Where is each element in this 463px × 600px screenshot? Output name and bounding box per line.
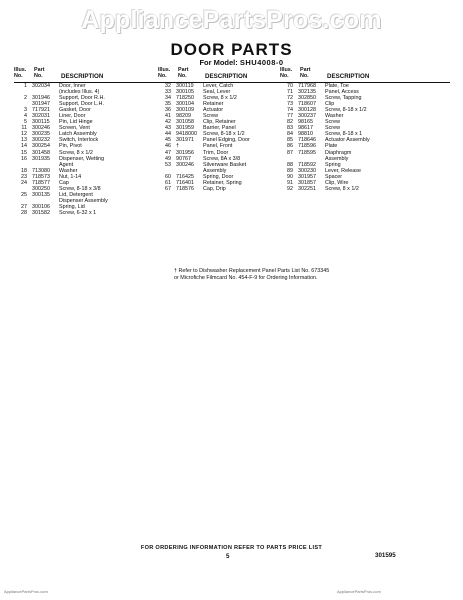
part-number: 300230 xyxy=(298,167,316,174)
illus-number: 67 xyxy=(165,185,171,192)
page-title: DOOR PARTS xyxy=(170,40,293,59)
part-description: Clip, Retainer xyxy=(203,119,236,126)
part-description: Spring, Lid xyxy=(59,203,85,210)
part-number: 300250 xyxy=(32,185,50,192)
part-description: Dispenser, Wetting xyxy=(59,155,105,162)
column-header xyxy=(158,66,283,83)
illus-number: 91 xyxy=(287,179,293,186)
part-description: Silverware Basket xyxy=(203,161,247,168)
header-illus: Illus. xyxy=(14,67,27,73)
illus-number: 53 xyxy=(165,161,171,168)
part-description: Retainer, Spring xyxy=(203,179,242,186)
header-part: Part xyxy=(34,67,45,73)
part-number: 718595 xyxy=(298,149,316,156)
illus-number: 84 xyxy=(287,131,293,138)
part-description: Screw, 8 x 1/2 xyxy=(59,149,93,156)
part-number: 302850 xyxy=(298,95,316,102)
part-number: 300106 xyxy=(32,203,50,210)
part-number: 300135 xyxy=(32,191,50,198)
illus-number: 72 xyxy=(287,95,293,102)
part-number: 718577 xyxy=(32,179,50,186)
illus-number: 3 xyxy=(24,107,27,114)
part-number: 718646 xyxy=(298,137,316,144)
part-number: 718250 xyxy=(176,95,194,102)
part-description: Actuator Assembly xyxy=(325,137,370,144)
illus-number: 15 xyxy=(21,149,27,156)
part-number: 718607 xyxy=(298,101,316,108)
header-description: DESCRIPTION xyxy=(327,73,370,80)
illus-number: 5 xyxy=(24,119,27,126)
part-description: Lever, Catch xyxy=(203,83,234,89)
part-number: 300235 xyxy=(32,131,50,138)
illus-number: 77 xyxy=(287,113,293,120)
part-number: 718592 xyxy=(298,161,316,168)
part-number: 300115 xyxy=(32,119,50,126)
parts-row xyxy=(158,186,283,192)
part-description: Pin, Pivot xyxy=(59,143,82,150)
part-description: Gasket, Door xyxy=(59,107,91,114)
bottom-right-watermark: AppliancePartsPros.com xyxy=(337,589,381,594)
part-description: Screw, 8-18 x 1 xyxy=(325,131,363,138)
part-number: 301458 xyxy=(32,149,50,156)
parts-column-1 xyxy=(14,66,164,216)
header-part-no: No. xyxy=(300,73,309,79)
part-description: Cap xyxy=(59,179,69,186)
illus-number: 11 xyxy=(21,125,27,132)
illus-number: 61 xyxy=(165,179,171,186)
part-description: Washer xyxy=(325,113,344,120)
part-description: (includes Illus. 4) xyxy=(59,89,100,96)
part-number: 301946 xyxy=(32,95,50,102)
illus-number: 82 xyxy=(287,119,293,126)
header-description: DESCRIPTION xyxy=(61,73,104,80)
parts-column-3 xyxy=(280,66,450,192)
part-description: Washer xyxy=(59,167,78,174)
illus-number: 25 xyxy=(21,191,27,198)
illus-number: 33 xyxy=(165,89,171,96)
part-description: Seal, Lever xyxy=(203,89,231,96)
part-number: 718596 xyxy=(298,143,316,150)
illus-number: 88 xyxy=(287,161,293,168)
part-description: Screw xyxy=(325,119,340,126)
part-description: Pin, Lid Hinge xyxy=(59,119,93,126)
part-description: Liner, Door xyxy=(59,113,86,120)
part-description: Switch, Interlock xyxy=(59,137,99,144)
part-description: Clip xyxy=(325,101,335,108)
part-description: Spring xyxy=(325,161,341,168)
part-description: Assembly xyxy=(203,167,227,174)
illus-number: 70 xyxy=(287,83,293,89)
part-description: Lever, Release xyxy=(325,167,361,174)
part-description: Screw xyxy=(325,125,340,132)
part-description: Dispenser Assembly xyxy=(59,197,108,204)
part-number: 300246 xyxy=(176,161,194,168)
illus-number: 35 xyxy=(165,101,171,108)
part-number: 300105 xyxy=(176,89,194,96)
header-illus-no: No. xyxy=(14,73,23,79)
part-description: Plate xyxy=(325,143,338,150)
illus-number: 89 xyxy=(287,167,293,174)
part-description: Nut, 1-14 xyxy=(59,173,82,180)
part-description: Screw, Tapping xyxy=(325,95,362,102)
illus-number: 1 xyxy=(24,83,27,89)
part-number: 301957 xyxy=(298,173,316,180)
part-description: Screw, 8 x 1/2 xyxy=(203,95,237,102)
part-number: † xyxy=(176,143,179,150)
illus-number: 90 xyxy=(287,173,293,180)
parts-row xyxy=(14,210,164,216)
illus-number: 49 xyxy=(165,155,171,162)
part-number: 300232 xyxy=(32,137,50,144)
part-description: Diaphragm xyxy=(325,149,352,156)
part-number: 9418000 xyxy=(176,131,197,138)
illus-number: 92 xyxy=(287,185,293,192)
part-number: 302034 xyxy=(32,83,50,89)
illus-number: 12 xyxy=(21,131,27,138)
part-number: 717921 xyxy=(32,107,50,114)
part-number: 301058 xyxy=(176,119,194,126)
illus-number: 46 xyxy=(165,143,171,150)
illus-number: 34 xyxy=(165,95,171,102)
illus-number: 36 xyxy=(165,107,171,114)
part-description: Spring, Door xyxy=(203,173,234,180)
illus-number: 2 xyxy=(24,95,27,102)
part-number: 301971 xyxy=(176,137,194,144)
part-description: Screw, 8-18 x 1/2 xyxy=(203,131,245,138)
illus-number: 42 xyxy=(165,119,171,126)
part-number: 302135 xyxy=(298,89,316,96)
part-description: Retainer xyxy=(203,101,224,108)
illus-number: 23 xyxy=(21,173,27,180)
part-number: 716401 xyxy=(176,179,194,186)
header-description: DESCRIPTION xyxy=(205,73,248,80)
part-description: Assembly xyxy=(325,155,349,162)
header-illus: Illus. xyxy=(280,67,293,73)
part-number: 300246 xyxy=(32,125,50,132)
illus-number: 18 xyxy=(21,167,27,174)
ordering-info: FOR ORDERING INFORMATION REFER TO PARTS PRICE LIST xyxy=(140,545,323,551)
part-number: 301857 xyxy=(298,179,316,186)
part-number: 301956 xyxy=(176,149,194,156)
part-number: 713080 xyxy=(32,167,50,174)
illus-number: 71 xyxy=(287,89,293,96)
watermark: AppliancePartsPros.com xyxy=(81,6,382,34)
part-description: Support, Door R.H. xyxy=(59,95,105,102)
part-number: 98810 xyxy=(298,131,313,138)
part-number: 716425 xyxy=(176,173,194,180)
part-description: Screw xyxy=(203,113,218,120)
header-illus-no: No. xyxy=(158,73,167,79)
illus-number: 74 xyxy=(287,107,293,114)
header-illus: Illus. xyxy=(158,67,171,73)
part-number: 302031 xyxy=(32,113,50,120)
part-number: 301582 xyxy=(32,209,50,216)
illus-number: 85 xyxy=(287,137,293,144)
part-description: Barrier, Panel xyxy=(203,125,236,132)
illus-number: 13 xyxy=(21,137,27,144)
part-number: 718573 xyxy=(32,173,50,180)
illus-number: 27 xyxy=(21,203,27,210)
part-number: 301935 xyxy=(32,155,50,162)
illus-number: 44 xyxy=(165,131,171,138)
part-description: Panel, Front xyxy=(203,143,233,150)
illus-number: 87 xyxy=(287,149,293,156)
part-description: Plate, Toe xyxy=(325,83,349,89)
part-description: Cap, Drip xyxy=(203,185,226,192)
part-number: 301959 xyxy=(176,125,194,132)
part-description: Screw, 8-18 x 3/8 xyxy=(59,185,101,192)
column-header xyxy=(14,66,164,83)
part-description: Clip, Wire xyxy=(325,179,349,186)
part-number: 300104 xyxy=(176,101,194,108)
part-description: Panel Edging, Door xyxy=(203,137,250,144)
part-description: Screw, 8A x 3/8 xyxy=(203,155,241,162)
illus-number: 83 xyxy=(287,125,293,132)
illus-number: 41 xyxy=(165,113,171,120)
illus-number: 73 xyxy=(287,101,293,108)
illus-number: 4 xyxy=(24,113,27,120)
model-label: For Model: xyxy=(199,58,238,67)
bottom-left-watermark: AppliancePartsPros.com xyxy=(4,589,48,594)
parts-row xyxy=(280,186,450,192)
part-number: 302251 xyxy=(298,185,316,192)
illus-number: 14 xyxy=(21,143,27,150)
illus-number: 32 xyxy=(165,83,171,89)
document-number: 301595 xyxy=(375,552,396,559)
illus-number: 86 xyxy=(287,143,293,150)
footnote: † Refer to Dishwasher Replacement Panel Parts List No. 673345 or Microfiche Filmcard No. 454-F-9 for Ordering Information. xyxy=(174,268,330,281)
illus-number: 28 xyxy=(21,209,27,216)
part-number: 98165 xyxy=(298,119,313,126)
model-value: SHU4008-0 xyxy=(239,58,284,67)
part-number: 718576 xyxy=(176,185,194,192)
part-number: 301947 xyxy=(32,101,50,108)
part-description: Actuator xyxy=(203,107,224,114)
part-number: 717968 xyxy=(298,83,316,89)
part-description: Screw, 8-18 x 1/2 xyxy=(325,107,367,114)
part-number: 300128 xyxy=(298,107,316,114)
page-number: 5 xyxy=(226,553,230,560)
part-number: 98209 xyxy=(176,113,191,120)
illus-number: 45 xyxy=(165,137,171,144)
part-number: 90767 xyxy=(176,155,191,162)
part-description: Screen, Vent xyxy=(59,125,90,132)
illus-number: 60 xyxy=(165,173,171,180)
part-description: Trim, Door xyxy=(203,149,229,156)
part-number: 300237 xyxy=(298,113,316,120)
illus-number: 43 xyxy=(165,125,171,132)
part-description: Screw, 6-32 x 1 xyxy=(59,209,97,216)
part-description: Spacer xyxy=(325,173,343,180)
illus-number: 24 xyxy=(21,179,27,186)
part-description: Support, Door L.H. xyxy=(59,101,104,108)
header-part: Part xyxy=(178,67,189,73)
part-description: Panel, Access xyxy=(325,89,359,96)
part-number: 98617 xyxy=(298,125,313,132)
part-description: Latch Assembly xyxy=(59,131,97,138)
parts-column-2 xyxy=(158,66,283,192)
illus-number: 47 xyxy=(165,149,171,156)
header-illus-no: No. xyxy=(280,73,289,79)
header-part-no: No. xyxy=(34,73,43,79)
header-part-no: No. xyxy=(178,73,187,79)
part-description: Screw, 8 x 1/2 xyxy=(325,185,359,192)
column-header xyxy=(280,66,450,83)
part-description: Agent xyxy=(59,161,74,168)
part-number: 300254 xyxy=(32,143,50,150)
header-part: Part xyxy=(300,67,311,73)
part-description: Door, Inner xyxy=(59,83,86,89)
part-number: 300109 xyxy=(176,107,194,114)
part-description: Lid, Detergent xyxy=(59,191,93,198)
illus-number: 16 xyxy=(21,155,27,162)
part-number: 300119 xyxy=(176,83,194,89)
